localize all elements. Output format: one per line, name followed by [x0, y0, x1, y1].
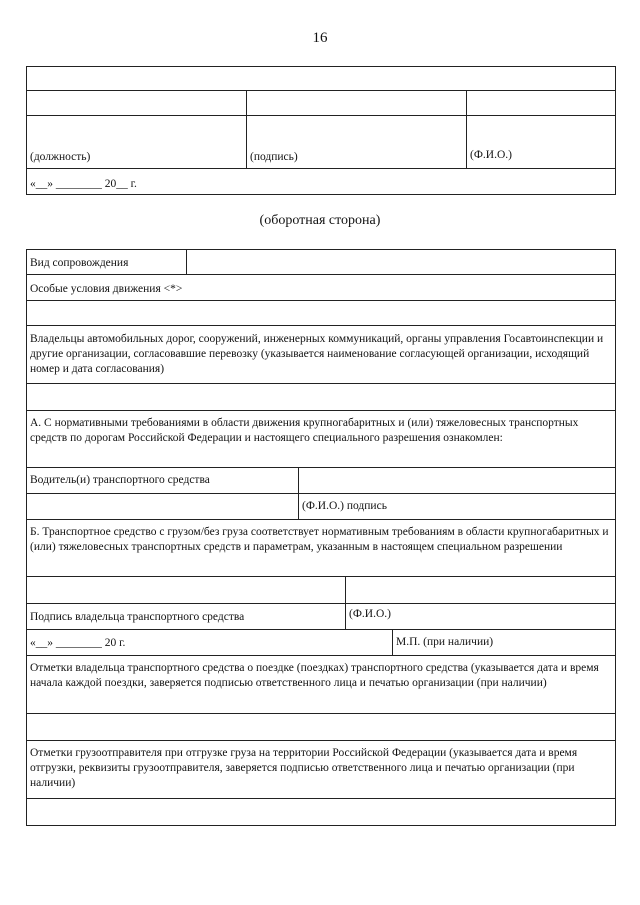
row-divider: [26, 740, 616, 741]
column-divider: [298, 467, 299, 519]
row-divider: [26, 713, 616, 714]
column-divider: [392, 629, 393, 655]
row-divider: [26, 798, 616, 799]
row-divider: [26, 576, 616, 577]
row-divider: [26, 115, 616, 116]
approving-organizations-text: Владельцы автомобильных дорог, сооружений, инженерных коммуникаций, органы управления Госавтоинспекции и другие организации, согласовавшие перевозку (указывается наименование согласующей организации, исходящий номер и дата согласования): [30, 333, 604, 375]
row-divider: [26, 410, 616, 411]
row-divider: [26, 274, 616, 275]
driver-label: Водитель(и) транспортного средства: [30, 474, 210, 486]
signature-table: [26, 66, 616, 195]
row-divider: [26, 90, 616, 91]
row-divider: [26, 300, 616, 301]
owner-date-line: «__» ________ 20 г.: [30, 637, 126, 649]
row-divider: [26, 519, 616, 520]
row-divider: [26, 325, 616, 326]
row-divider: [26, 629, 616, 630]
section-a-text: А. С нормативными требованиями в области движения крупногабаритных и (или) тяжеловесных транспортных средств по дорогам Российской Федерации и настоящего специального разрешения ознакомлен:: [30, 417, 579, 444]
section-b-text: Б. Транспортное средство с грузом/без груза соответствует нормативным требованиям в области крупногабаритных и (или) тяжеловесных транспортных средств и параметрам, указанным в настоящем специальном разрешении: [30, 526, 609, 553]
row-divider: [26, 655, 616, 656]
date-line: «__» ________ 20__ г.: [30, 178, 137, 190]
page-number: 16: [312, 30, 328, 46]
reverse-side-title: (оборотная сторона): [259, 213, 381, 228]
driver-signature-label: (Ф.И.О.) подпись: [302, 500, 387, 512]
column-divider: [345, 576, 346, 629]
column-divider: [186, 249, 187, 274]
signature-label: (подпись): [250, 151, 298, 163]
shipper-marks-text: Отметки грузоотправителя при отгрузке груза на территории Российской Федерации (указывается дата и время отгрузки, реквизиты грузоотправителя, заверяется подписью ответственного лица и печатью организации (при наличии): [30, 747, 578, 789]
row-divider: [26, 493, 616, 494]
special-conditions-label: Особые условия движения <*>: [30, 283, 183, 295]
row-divider: [26, 603, 616, 604]
owner-name-label: (Ф.И.О.): [349, 608, 391, 620]
position-label: (должность): [30, 151, 91, 163]
row-divider: [26, 467, 616, 468]
owner-trip-marks-text: Отметки владельца транспортного средства о поездке (поездках) транспортного средства (указывается дата и время начала каждой поездки, заверяется подписью ответственного лица и печатью организации (при наличии): [30, 662, 599, 689]
owner-signature-label: Подпись владельца транспортного средства: [30, 611, 245, 623]
name-label: (Ф.И.О.): [470, 149, 512, 161]
stamp-label: М.П. (при наличии): [396, 636, 494, 648]
row-divider: [26, 383, 616, 384]
column-divider: [466, 90, 467, 168]
row-divider: [26, 168, 616, 169]
escort-type-label: Вид сопровождения: [30, 257, 129, 269]
column-divider: [246, 90, 247, 168]
